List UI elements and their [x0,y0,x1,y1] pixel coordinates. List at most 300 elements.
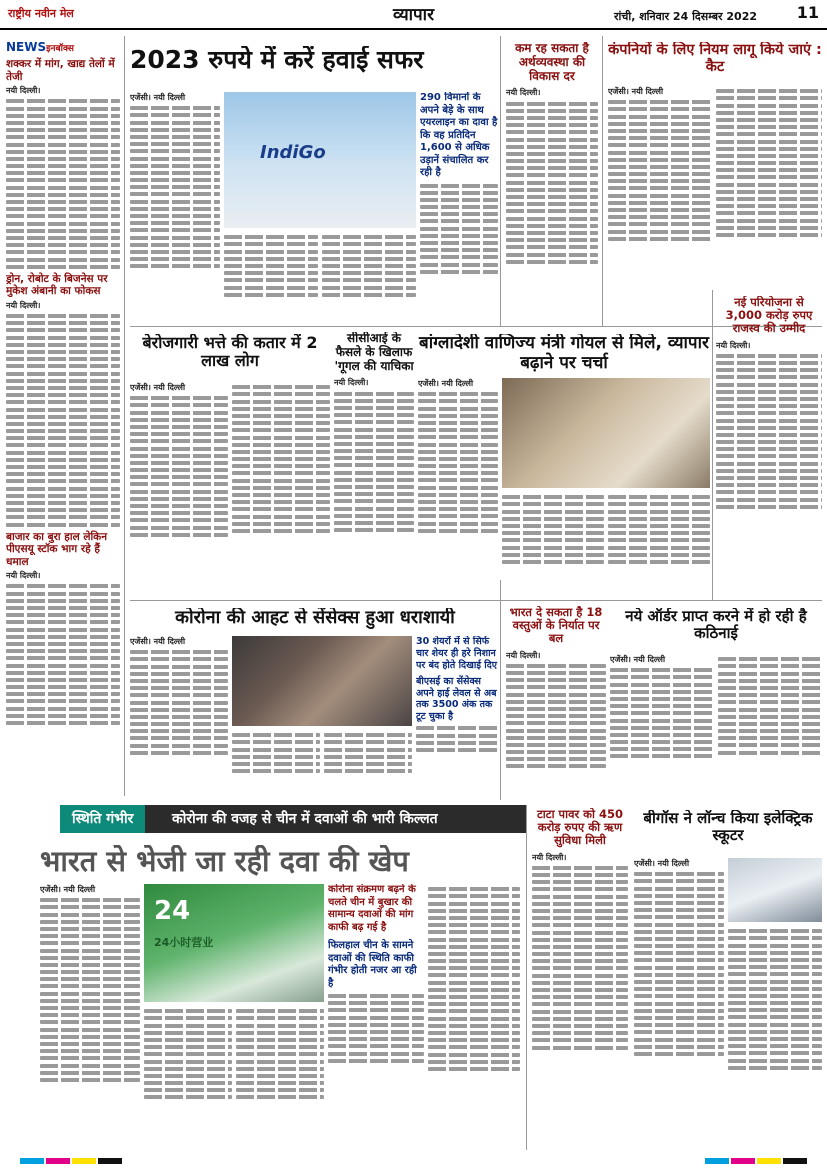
text-line [506,231,598,235]
text-line [608,208,712,212]
text-line [634,930,724,934]
text-line [420,184,498,188]
text-line [130,701,228,705]
google-cci-headline: सीसीआई के फैसले के खिलाफ 'गूगल की याचिका [334,332,414,373]
column-rule [712,290,713,600]
text-line [502,502,604,506]
text-line [610,668,714,672]
text-line [428,981,520,985]
lead-story-column [420,92,498,324]
text-line [40,898,140,902]
text-line [6,121,120,125]
text-line [236,1052,324,1056]
text-line [6,336,120,340]
text-line [130,171,220,175]
text-line [232,443,330,447]
text-line [420,212,498,216]
text-line [328,1044,424,1048]
goyal-story-column [608,492,710,594]
text-line [6,487,120,491]
text-line [6,372,120,376]
text-line [130,106,220,110]
text-line [6,523,120,527]
text-line [420,205,498,209]
text-line [328,1052,424,1056]
text-line [716,447,822,451]
text-line [420,234,498,238]
text-line [506,202,598,206]
text-line [6,128,120,132]
text-line [324,755,412,759]
text-line [232,436,330,440]
text-line [418,392,498,396]
text-line [716,125,822,129]
text-line [6,508,120,512]
text-line [334,406,414,410]
cait-story-column: एजेंसी। नयी दिल्ली [608,86,712,286]
text-line [6,343,120,347]
text-line [144,1060,232,1064]
text-line [428,1038,520,1042]
article-body-lines [6,314,120,526]
text-line [236,1088,324,1092]
bgauss-headline: बीगॉस ने लॉन्च किया इलेक्ट्रिक स्कूटर [643,810,813,845]
text-line [716,204,822,208]
text-line [610,683,714,687]
text-line [144,1095,232,1099]
text-line [634,887,724,891]
text-line [130,665,228,669]
text-line [728,1015,822,1019]
text-line [6,620,120,624]
text-line [6,321,120,325]
text-line [610,747,714,751]
text-line [40,934,140,938]
text-line [506,159,598,163]
text-line [610,704,714,708]
text-line [236,1074,324,1078]
text-line [328,1030,424,1034]
text-line [6,258,120,262]
text-line [328,994,424,998]
text-line [224,257,318,261]
text-line [130,149,220,153]
text-line [502,531,604,535]
text-line [506,685,606,689]
text-line [416,748,498,752]
text-line [608,553,710,557]
text-line [728,958,822,962]
medicine-highlight: कोरोना संक्रमण बढ़ने के चलते चीन में बुखार की सामान्य दवाओं की मांग काफी बढ़ गई है [328,884,416,933]
text-line [418,486,498,490]
text-line [322,264,416,268]
text-line [716,375,822,379]
text-line [40,963,140,967]
medicine-story-column [328,884,424,1150]
text-line [728,994,822,998]
text-line [728,1051,822,1055]
text-line [6,707,120,711]
text-line [716,483,822,487]
text-line [716,397,822,401]
text-line [502,553,604,557]
text-line [506,664,606,668]
text-line [728,929,822,933]
text-line [716,96,822,100]
text-line [718,679,822,683]
text-line [232,479,330,483]
text-line [608,122,712,126]
text-line [6,178,120,182]
text-line [608,136,712,140]
text-line [40,992,140,996]
text-line [716,361,822,365]
text-line [506,238,598,242]
text-line [506,245,598,249]
text-line [334,521,414,525]
text-line [716,197,822,201]
text-line [718,693,822,697]
text-line [232,748,320,752]
text-line [420,255,498,259]
text-line [428,1024,520,1028]
text-line [40,1071,140,1075]
text-line [130,178,220,182]
text-line [634,1009,724,1013]
text-line [130,468,228,472]
airplane-photo: IndiGo [224,92,416,228]
text-line [6,408,120,412]
text-line [328,1008,424,1012]
text-line [418,464,498,468]
text-line [532,931,628,935]
text-line [334,456,414,460]
text-line [608,237,712,241]
text-line [718,657,822,661]
sensex-highlight: 30 शेयरों में से सिर्फ चार शेयर ही हरे निशान पर बंद होते दिखाई दिए [416,636,498,671]
text-line [502,538,604,542]
text-line [40,977,140,981]
text-line [334,413,414,417]
text-line [634,1038,724,1042]
print-registration-strip [0,1152,827,1169]
text-line [6,328,120,332]
text-line [144,1081,232,1085]
text-line [506,729,606,733]
text-line [6,436,120,440]
text-line [6,472,120,476]
text-line [130,708,228,712]
text-line [716,190,822,194]
sensex-story-column [416,636,498,796]
text-line [6,451,120,455]
text-line [6,393,120,397]
text-line [506,152,598,156]
text-line [418,522,498,526]
text-line [506,721,606,725]
text-line [144,1038,232,1042]
medicine-story-column [144,1006,232,1150]
text-line [728,980,822,984]
text-line [334,392,414,396]
text-line [224,271,318,275]
text-line [40,949,140,953]
text-line [130,657,228,661]
text-line [428,995,520,999]
medicine-highlight: फिलहाल चीन के सामने दवाओं की स्थिति काफी गंभीर होती नजर आ रही है [328,940,417,989]
text-line [130,679,228,683]
page-dateline: रांची, शनिवार 24 दिसम्बर 2022 [614,10,757,23]
text-line [334,463,414,467]
text-line [608,143,712,147]
article-body-lines [6,584,120,725]
text-line [506,181,598,185]
text-line [532,873,628,877]
text-line [420,219,498,223]
text-line [6,379,120,383]
medicine-story-column: एजेंसी। नयी दिल्ली [40,884,140,1150]
text-line [40,927,140,931]
text-line [232,740,320,744]
text-line [420,227,498,231]
text-line [6,314,120,318]
text-line [716,426,822,430]
electric-scooter-photo [728,858,822,922]
text-line [418,443,498,447]
text-line [144,1088,232,1092]
text-line [130,439,228,443]
text-line [634,1030,724,1034]
text-line [232,515,330,519]
text-line [328,1001,424,1005]
text-line [232,471,330,475]
text-line [40,1056,140,1060]
text-line [506,188,598,192]
text-line [502,524,604,528]
text-line [506,750,606,754]
text-line [428,966,520,970]
text-line [334,485,414,489]
text-line [428,959,520,963]
text-line [608,517,710,521]
text-line [718,715,822,719]
text-line [716,175,822,179]
text-line [40,905,140,909]
text-line [716,404,822,408]
text-line [608,510,710,514]
text-line [608,151,712,155]
text-line [6,229,120,233]
text-line [144,1074,232,1078]
text-line [418,428,498,432]
text-line [6,458,120,462]
text-line [634,908,724,912]
text-line [716,454,822,458]
text-line [718,708,822,712]
text-line [610,740,714,744]
sensex-story-column: एजेंसी। नयी दिल्ली [130,636,228,796]
text-line [716,368,822,372]
goyal-story-column [502,492,604,594]
text-line [532,887,628,891]
text-line [6,150,120,154]
text-line [532,995,628,999]
text-line [130,228,220,232]
text-line [6,443,120,447]
text-line [608,560,710,564]
text-line [728,972,822,976]
text-line [420,270,498,274]
text-line [130,396,228,400]
ministers-meeting-photo [502,378,710,488]
text-line [6,721,120,725]
text-line [322,250,416,254]
text-line [532,909,628,913]
text-line [130,200,220,204]
text-line [610,711,714,715]
text-line [232,464,330,468]
cait-headline: कंपनियों के लिए नियम लागू किये जाएं : कैट [608,42,822,75]
text-line [428,916,520,920]
text-line [6,515,120,519]
text-line [6,107,120,111]
text-line [130,461,228,465]
text-line [634,923,724,927]
text-line [130,650,228,654]
text-line [130,128,220,132]
text-line [130,482,228,486]
sidebar-item-title: बाजार का बुरा हाल लेकिन पीएसयू स्टॉक भाग रहे हैं धमाल [6,530,108,568]
text-line [232,385,330,389]
text-line [334,492,414,496]
text-line [322,293,416,297]
text-line [532,966,628,970]
text-line [6,714,120,718]
text-line [40,941,140,945]
text-line [418,414,498,418]
text-line [130,693,228,697]
text-line [418,399,498,403]
lead-story-column [322,232,416,322]
text-line [6,429,120,433]
text-line [608,100,712,104]
text-line [716,440,822,444]
text-line [130,454,228,458]
text-line [6,664,120,668]
text-line [716,476,822,480]
text-line [428,1067,520,1071]
text-line [322,235,416,239]
text-line [532,916,628,920]
text-line [608,201,712,205]
text-line [506,109,598,113]
text-line [40,913,140,917]
newspaper-brand: राष्ट्रीय नवीन मेल [8,7,74,20]
text-line [6,501,120,505]
lead-highlight: 290 विमानों के अपने बेड़े के साथ एयरलाइन का दावा है कि वह प्रतिदिन 1,600 से अधिक उड़ानें संचालित कर रही है [420,92,498,178]
text-line [40,920,140,924]
text-line [418,471,498,475]
orders-story-column: एजेंसी। नयी दिल्ली [610,654,714,796]
text-line [6,350,120,354]
text-line [40,970,140,974]
text-line [506,130,598,134]
text-line [130,192,220,196]
sensex-story-column [232,730,320,796]
text-line [6,494,120,498]
text-line [328,1016,424,1020]
text-line [716,118,822,122]
text-line [428,1009,520,1013]
sensex-highlight: बीएसई का सेंसेक्स अपने हाई लेवल से अब तक 3500 अंक तक टूट चुका है [416,675,497,723]
text-line [40,1078,140,1082]
text-line [6,592,120,596]
column-rule [124,36,125,796]
text-line [6,692,120,696]
text-line [6,143,120,147]
text-line [334,420,414,424]
text-line [418,407,498,411]
text-line [610,697,714,701]
text-line [418,457,498,461]
cait-story-column [716,86,822,286]
text-line [324,748,412,752]
tata-headline: टाटा पावर को 450 करोड़ रुपए की ऋण सुविधा मिली [537,808,623,848]
text-line [334,471,414,475]
text-line [334,399,414,403]
text-line [634,944,724,948]
text-line [130,686,228,690]
text-line [6,157,120,161]
text-line [532,866,628,870]
text-line [634,1045,724,1049]
projects-story: नई परियोजना से 3,000 करोड़ रुपए राजस्व की उम्मीद नयी दिल्ली। [716,296,822,596]
text-line [608,179,712,183]
text-line [130,250,220,254]
text-line [224,250,318,254]
text-line [418,421,498,425]
text-line [716,111,822,115]
text-line [232,414,330,418]
text-line [130,221,220,225]
bgauss-story-column [728,926,822,1150]
text-line [130,447,228,451]
text-line [428,1045,520,1049]
unemployment-story-column [232,382,330,594]
text-line [532,1010,628,1014]
text-line [130,157,220,161]
text-line [130,511,228,515]
text-line [418,435,498,439]
text-line [502,517,604,521]
text-line [334,435,414,439]
banner-text: कोरोना की वजह से चीन में दवाओं की भारी किल्लत [172,811,438,827]
text-line [236,1045,324,1049]
text-line [506,707,606,711]
text-line [40,1028,140,1032]
text-line [40,999,140,1003]
unemployment-headline: बेरोजगारी भत्ते की कतार में 2 लाख लोग [142,334,318,371]
text-line [608,538,710,542]
text-line [130,113,220,117]
text-line [334,514,414,518]
text-line [130,243,220,247]
text-line [6,685,120,689]
text-line [718,672,822,676]
text-line [608,222,712,226]
text-line [506,173,598,177]
text-line [608,165,712,169]
